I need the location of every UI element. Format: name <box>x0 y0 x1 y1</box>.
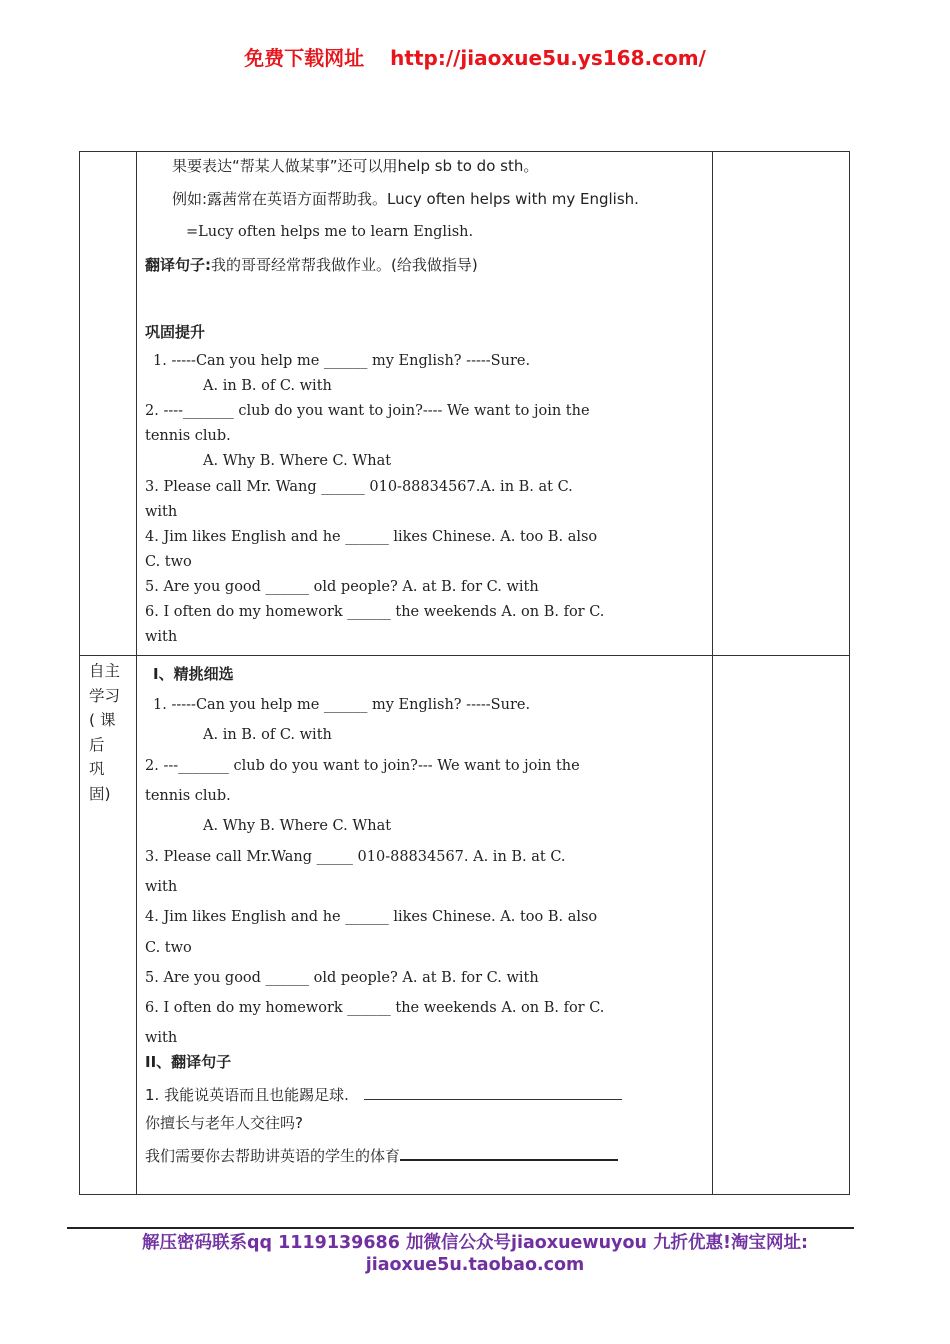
side-label-line: 后 <box>89 735 105 754</box>
answer-blank[interactable] <box>364 1084 622 1100</box>
options-line: A. in B. of C. with <box>203 727 332 743</box>
side-label-line: ( 课 <box>89 711 116 729</box>
question-line: 5. Are you good ______ old people? A. at B. for C. with <box>145 579 539 595</box>
footer-divider <box>67 1227 854 1229</box>
question-line: 1. -----Can you help me ______ my English? -----Sure. <box>153 697 531 713</box>
text-line: 果要表达“帮某人做某事”还可以用help sb to do sth。 <box>172 157 539 175</box>
side-label-line: 自主 <box>89 662 121 680</box>
question-line: with <box>145 879 178 895</box>
consolidate-title: 巩固提升 <box>145 323 206 341</box>
question-line: tennis club. <box>145 428 231 444</box>
text-line: =Lucy often helps me to learn English. <box>186 224 474 240</box>
question-line: 4. Jim likes English and he ______ likes Chinese. A. too B. also <box>145 529 598 545</box>
options-line: A. in B. of C. with <box>203 378 332 394</box>
options-line: A. Why B. Where C. What <box>203 453 392 469</box>
translate-text: 我的哥哥经常帮我做作业。(给我做指导) <box>211 256 478 274</box>
header-url-link[interactable]: http://jiaoxue5u.ys168.com/ <box>390 46 706 70</box>
worksheet-table <box>79 151 850 1195</box>
footer-shop-link[interactable]: jiaoxue5u.taobao.com <box>365 1255 585 1275</box>
question-line: 3. Please call Mr. Wang ______ 010-88834567.A. in B. at C. <box>145 479 573 495</box>
self-study-label <box>89 659 133 806</box>
translate-item-text: 我们需要你去帮助讲英语的学生的体育 <box>145 1147 401 1165</box>
question-line: with <box>145 1030 178 1046</box>
question-line: 5. Are you good ______ old people? A. at B. for C. with <box>145 970 539 986</box>
page-header <box>0 42 950 71</box>
table-col-divider <box>136 152 137 1194</box>
options-line: A. Why B. Where C. What <box>203 818 392 834</box>
part1-title: I、精挑细选 <box>153 665 234 683</box>
question-line: tennis club. <box>145 788 231 804</box>
question-line: 6. I often do my homework ______ the weekends A. on B. for C. <box>145 604 605 620</box>
question-line: with <box>145 629 178 645</box>
question-line: with <box>145 504 178 520</box>
page-footer <box>0 1232 950 1276</box>
table-row-divider <box>80 655 849 656</box>
translate-item <box>145 1144 618 1165</box>
header-label: 免费下载网址 <box>244 46 365 70</box>
translate-row <box>145 256 478 275</box>
question-line: 4. Jim likes English and he ______ likes Chinese. A. too B. also <box>145 909 598 925</box>
part2-title: II、翻译句子 <box>145 1053 232 1071</box>
question-line: 2. ----_______ club do you want to join?---- We want to join the <box>145 403 590 419</box>
question-line: C. two <box>145 554 192 570</box>
side-label-line: 学习 <box>89 686 121 705</box>
side-label-line: 固) <box>89 784 111 803</box>
translate-label: 翻译句子: <box>145 256 211 274</box>
question-line: C. two <box>145 940 192 956</box>
translate-item-text: 1. 我能说英语而且也能踢足球. <box>145 1086 349 1104</box>
table-col-divider <box>712 152 713 1194</box>
text-line: 例如:露茜常在英语方面帮助我。Lucy often helps with my English. <box>172 190 639 208</box>
translate-item: 你擅长与老年人交往吗? <box>145 1114 303 1132</box>
side-label-line: 巩 <box>89 760 105 778</box>
question-line: 3. Please call Mr.Wang _____ 010-88834567. A. in B. at C. <box>145 849 566 865</box>
question-line: 1. -----Can you help me ______ my English? -----Sure. <box>153 353 531 369</box>
translate-item <box>145 1084 622 1104</box>
answer-blank[interactable] <box>400 1144 618 1161</box>
footer-line-1: 解压密码联系qq 1119139686 加微信公众号jiaoxuewuyou 九折优惠!淘宝网址: <box>141 1233 809 1253</box>
question-line: 6. I often do my homework ______ the weekends A. on B. for C. <box>145 1000 605 1016</box>
question-line: 2. ---_______ club do you want to join?--- We want to join the <box>145 758 580 774</box>
